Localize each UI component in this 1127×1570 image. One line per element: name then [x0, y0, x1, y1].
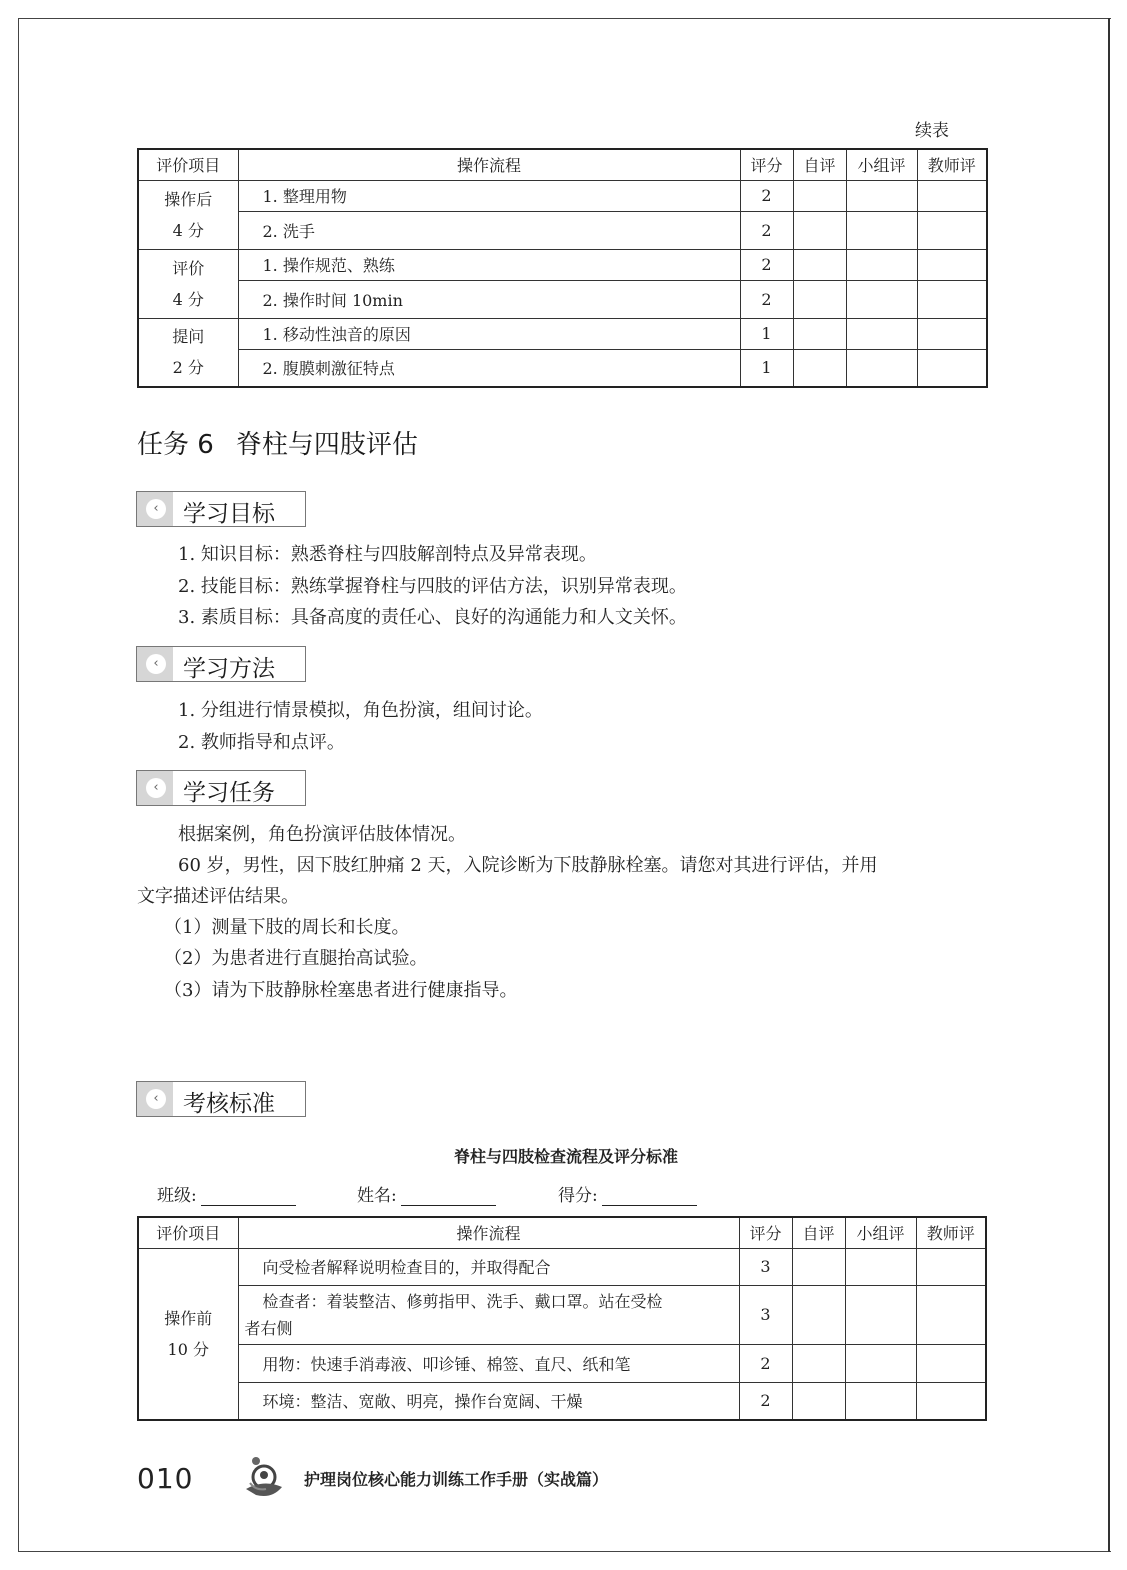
- header-group: 小组评: [845, 1217, 916, 1248]
- table-row: [138, 249, 987, 280]
- score-cell: 3: [739, 1248, 792, 1285]
- score-cell: 1: [740, 349, 793, 387]
- table-header-row: [138, 1217, 986, 1248]
- step-cell: 2. 腹膜刺激征特点: [238, 349, 740, 387]
- task-item: （2）为患者进行直腿抬高试验。: [164, 948, 428, 969]
- book-title: 护理岗位核心能力训练工作手册（实战篇）: [304, 1470, 609, 1489]
- header-self: 自评: [793, 149, 846, 180]
- group-eval-cell: [846, 180, 917, 211]
- table-row: [138, 1344, 986, 1382]
- section-header-standards: ‹ 考核标准: [136, 1081, 306, 1117]
- step-cell: 向受检者解释说明检查目的，并取得配合: [238, 1248, 739, 1285]
- name-field[interactable]: 姓名:: [357, 1181, 496, 1206]
- table2-title: 脊柱与四肢检查流程及评分标准: [453, 1147, 678, 1166]
- task-item: （1）测量下肢的周长和长度。: [164, 917, 410, 938]
- table-row: [138, 280, 987, 318]
- task-intro: 根据案例，角色扮演评估肢体情况。: [178, 824, 466, 845]
- score-cell: 2: [739, 1382, 792, 1420]
- score-cell: 2: [740, 249, 793, 280]
- nursing-logo-icon: [242, 1455, 286, 1499]
- category-cell: 评价 4 分: [138, 249, 238, 318]
- header-group: 小组评: [846, 149, 917, 180]
- step-cell: 检查者：着装整洁、修剪指甲、洗手、戴口罩。站在受检 者右侧: [238, 1285, 739, 1344]
- section-header-methods: ‹ 学习方法: [136, 646, 306, 682]
- self-eval-cell: [793, 180, 846, 211]
- table-row: [138, 211, 987, 249]
- header-flow: 操作流程: [238, 149, 740, 180]
- table-row: [138, 349, 987, 387]
- chevron-left-icon: ‹: [146, 778, 166, 798]
- table-row: [138, 180, 987, 211]
- score-cell: 2: [740, 211, 793, 249]
- method-item: 2. 教师指导和点评。: [178, 732, 345, 753]
- chevron-left-icon: ‹: [146, 654, 166, 674]
- score-table-spine-limbs: [137, 1216, 987, 1421]
- page-frame-top: [18, 18, 1111, 19]
- score-cell: 1: [740, 318, 793, 349]
- score-field[interactable]: 得分:: [558, 1181, 697, 1206]
- header-flow: 操作流程: [238, 1217, 739, 1248]
- step-cell: 用物：快速手消毒液、叩诊锤、棉签、直尺、纸和笔: [238, 1344, 739, 1382]
- header-teacher: 教师评: [917, 149, 987, 180]
- continued-label: 续表: [915, 121, 949, 141]
- class-field[interactable]: 班级:: [157, 1181, 296, 1206]
- score-cell: 3: [739, 1285, 792, 1344]
- category-cell: 操作前 10 分: [138, 1248, 238, 1420]
- header-teacher: 教师评: [916, 1217, 986, 1248]
- chevron-left-icon: ‹: [146, 1089, 166, 1109]
- step-cell: 1. 整理用物: [238, 180, 740, 211]
- task-item: （3）请为下肢静脉栓塞患者进行健康指导。: [164, 980, 518, 1001]
- step-cell: 环境：整洁、宽敞、明亮，操作台宽阔、干燥: [238, 1382, 739, 1420]
- step-cell: 2. 洗手: [238, 211, 740, 249]
- step-cell: 2. 操作时间 10min: [238, 280, 740, 318]
- task-title: 任务 6 脊柱与四肢评估: [137, 430, 418, 460]
- table-row: [138, 1382, 986, 1420]
- section-header-goals: ‹ 学习目标: [136, 491, 306, 527]
- chevron-left-icon: ‹: [146, 499, 166, 519]
- goal-item: 3. 素质目标：具备高度的责任心、良好的沟通能力和人文关怀。: [178, 607, 687, 628]
- case-text-line1: 60 岁，男性，因下肢红肿痛 2 天，入院诊断为下肢静脉栓塞。请您对其进行评估，并用: [178, 855, 878, 876]
- score-cell: 2: [740, 180, 793, 211]
- header-category: 评价项目: [138, 149, 238, 180]
- class-blank: [201, 1188, 296, 1206]
- page-frame-left: [18, 18, 19, 1552]
- goal-item: 1. 知识目标：熟悉脊柱与四肢解剖特点及异常表现。: [178, 544, 597, 565]
- table-row: [138, 318, 987, 349]
- page-frame-right: [1108, 18, 1110, 1552]
- case-text-line2: 文字描述评估结果。: [137, 886, 299, 907]
- section-header-tasks: ‹ 学习任务: [136, 770, 306, 806]
- table-row: [138, 1285, 986, 1344]
- page-number: 010: [137, 1462, 194, 1495]
- goal-item: 2. 技能目标：熟练掌握脊柱与四肢的评估方法，识别异常表现。: [178, 576, 687, 597]
- score-cell: 2: [739, 1344, 792, 1382]
- header-score: 评分: [739, 1217, 792, 1248]
- step-cell: 1. 移动性浊音的原因: [238, 318, 740, 349]
- table-header-row: [138, 149, 987, 180]
- header-category: 评价项目: [138, 1217, 238, 1248]
- category-cell: 提问 2 分: [138, 318, 238, 387]
- category-cell: 操作后 4 分: [138, 180, 238, 249]
- table-row: [138, 1248, 986, 1285]
- header-self: 自评: [792, 1217, 845, 1248]
- page-frame-bottom: [18, 1551, 1111, 1552]
- score-table-continued: [137, 148, 988, 388]
- score-cell: 2: [740, 280, 793, 318]
- name-blank: [401, 1188, 496, 1206]
- method-item: 1. 分组进行情景模拟，角色扮演，组间讨论。: [178, 700, 543, 721]
- step-cell: 1. 操作规范、熟练: [238, 249, 740, 280]
- teacher-eval-cell: [917, 180, 987, 211]
- header-score: 评分: [740, 149, 793, 180]
- score-blank: [602, 1188, 697, 1206]
